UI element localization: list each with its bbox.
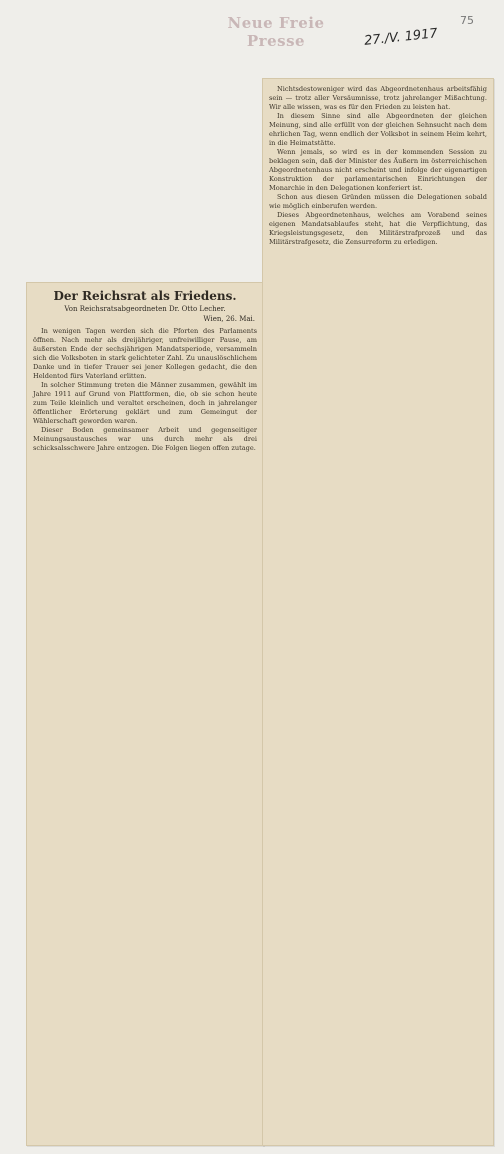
paragraph: In wenigen Tagen werden sich die Pforten des Parlaments öffnen. Nach mehr als dreijähriger, unfreiwilliger Pause, am äußersten Ende der sechsjährigen Mandatsperiode, versammeln sich die Volksboten in stark gelichteter Zahl. Zu unauslöschlichem Danke und in tiefer Trauer sei jener Kollegen gedacht, die den Heldentod fürs Vaterland erlitten. [33, 327, 257, 380]
article-dateline: Wien, 26. Mai. [203, 315, 255, 323]
paragraph: Schon aus diesen Gründen müssen die Delegationen sobald wie möglich einberufen werden. [269, 193, 487, 210]
paper-fade [263, 1115, 493, 1145]
article-title: Der Reichsrat als Friedens. [53, 289, 237, 303]
left-newspaper-clipping [26, 282, 264, 1146]
newspaper-masthead-stamp: Neue Freie Presse [227, 14, 325, 50]
page-number: 75 [460, 14, 474, 27]
handwritten-date: 27./V. 1917 [363, 26, 439, 49]
paragraph: In solcher Stimmung treten die Männer zusammen, gewählt im Jahre 1911 auf Grund von Plattformen, die, ob sie schon heute zum Teile kleinlich und veraltet erscheinen, doch in jahrelanger öffentlicher Erörterung geklärt und zum Gemeingut der Wählerschaft geworden waren. [33, 381, 257, 425]
right-newspaper-clipping [262, 78, 494, 1146]
article-body-right [269, 85, 487, 247]
article-byline: Von Reichsratsabgeordneten Dr. Otto Lecher. [64, 305, 226, 313]
paragraph: In diesem Sinne sind alle Abgeordneten der gleichen Meinung, sind alle erfüllt von der gleichen Sehnsucht nach dem ehrlichen Tag, wenn endlich der Volksbot in seinem Heim kehrt, in die Heimatstätte. [269, 112, 487, 147]
paragraph: Wenn jemals, so wird es in der kommenden Session zu beklagen sein, daß der Minister des Äußern im österreichischen Abgeordnetenhaus nicht erscheint und infolge der eigenartigen Konstruktion der parlamentarischen Einrichtungen der Monarchie in den Delegationen konferiert ist. [269, 148, 487, 192]
paragraph: Dieses Abgeordnetenhaus, welches am Vorabend seines eigenen Mandatsablaufes steht, hat die Verpflichtung, das Kriegsleistungsgesetz, den Militärstrafprozeß und das Militärstrafgesetz, die Zensurreform zu erledigen. [269, 211, 487, 246]
paragraph: Nichtsdestoweniger wird das Abgeordnetenhaus arbeitsfähig sein — trotz aller Versäumnisse, trotz jahrelanger Mißachtung. Wir alle wissen, was es für den Frieden zu leisten hat. [269, 85, 487, 111]
paper-fade [27, 1115, 263, 1145]
paragraph: Dieser Boden gemeinsamer Arbeit und gegenseitiger Meinungsaustausches war uns durch mehr als drei schicksalsschwere Jahre entzogen. Die Folgen liegen offen zutage. [33, 426, 257, 452]
article-body-left [33, 327, 257, 453]
